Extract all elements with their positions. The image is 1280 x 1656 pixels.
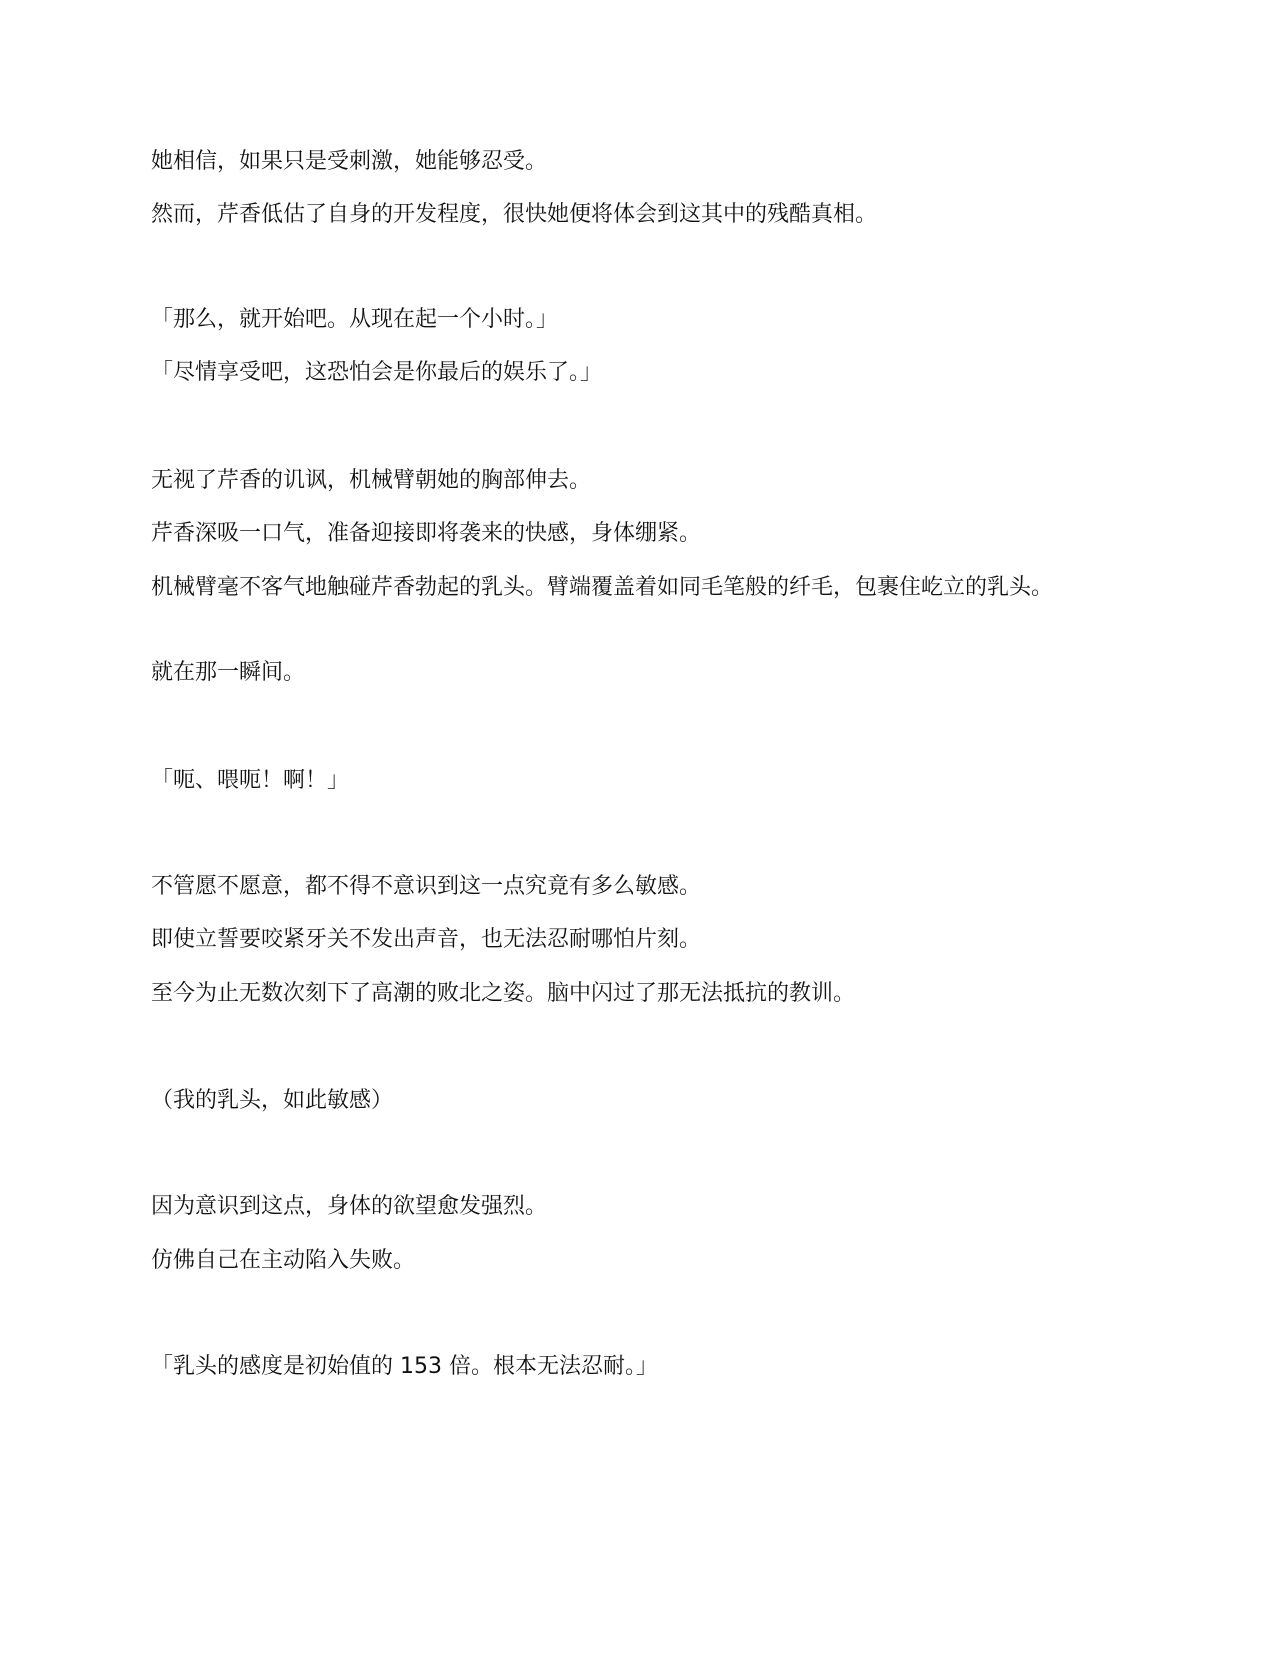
paragraph-10: 因为意识到这点，身体的欲望愈发强烈。 [151,1194,548,1219]
paragraph-4: 芹香深吸一口气，准备迎接即将袭来的快感，身体绷紧。 [151,521,702,546]
paragraph-11: 仿佛自己在主动陷入失败。 [151,1248,416,1273]
paragraph-1: 她相信，如果只是受刺激，她能够忍受。 [151,149,548,174]
paragraph-5: 机械臂毫不客气地触碰芹香勃起的乳头。臂端覆盖着如同毛笔般的纤毛，包裹住屹立的乳头。 [151,575,1054,600]
paragraph-9: 至今为止无数次刻下了高潮的败北之姿。脑中闪过了那无法抵抗的教训。 [151,981,856,1006]
paragraph-8: 即使立誓要咬紧牙关不发出声音，也无法忍耐哪怕片刻。 [151,927,702,952]
paragraph-3: 无视了芹香的讥讽，机械臂朝她的胸部伸去。 [151,468,592,493]
dialogue-3: 「呃、喂呃！啊！」 [151,768,350,793]
thought-1: （我的乳头，如此敏感） [151,1088,394,1113]
dialogue-1: 「那么，就开始吧。从现在起一个小时。」 [151,307,559,332]
paragraph-6: 就在那一瞬间。 [151,660,306,685]
paragraph-2: 然而，芹香低估了自身的开发程度，很快她便将体会到这其中的残酷真相。 [151,202,878,227]
dialogue-4: 「乳头的感度是初始值的 153 倍。根本无法忍耐。」 [151,1354,658,1379]
dialogue-2: 「尽情享受吧，这恐怕会是你最后的娱乐了。」 [151,360,603,385]
paragraph-7: 不管愿不愿意，都不得不意识到这一点究竟有多么敏感。 [151,874,702,899]
